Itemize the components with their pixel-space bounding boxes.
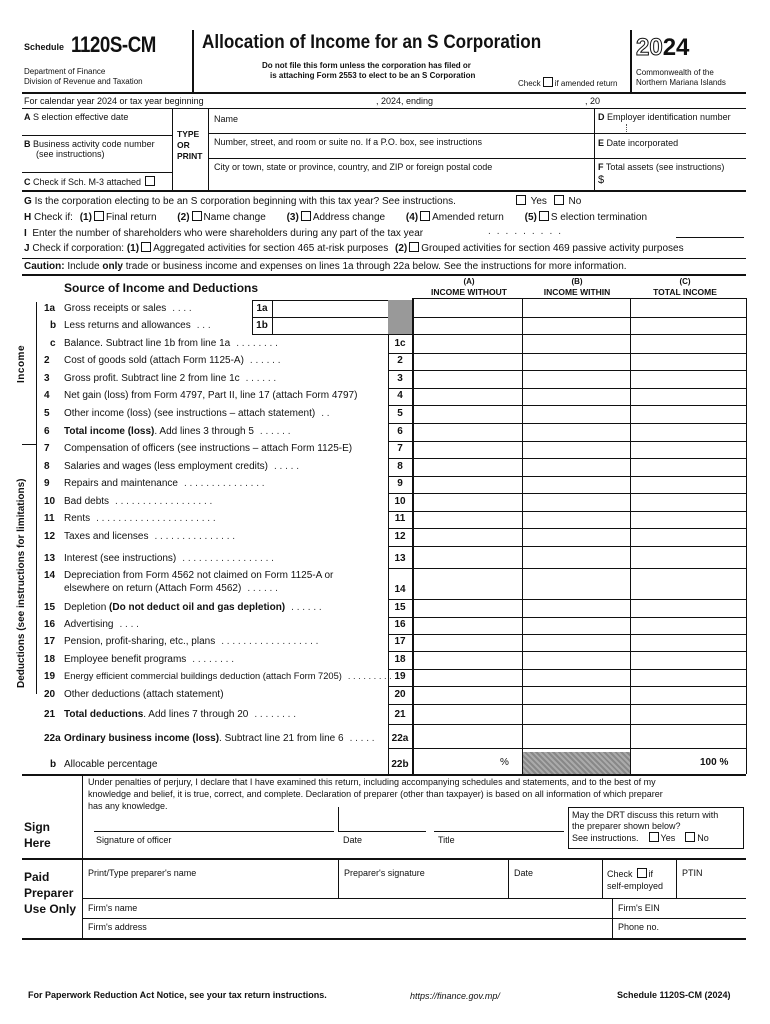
line-text: . Add lines 7 through 20 [143, 709, 249, 720]
line-15-col-c[interactable] [632, 600, 744, 616]
label-e: E Date incorporated [598, 138, 679, 148]
line-22a-col-c[interactable] [632, 725, 744, 747]
line-label: Total deductions. Add lines 7 through 20 . . . . . . . . [64, 709, 297, 720]
line-number: 17 [44, 636, 56, 647]
firm-address-field[interactable] [154, 920, 600, 936]
line-box-label: 1a [256, 303, 268, 314]
line-text-bold: Ordinary business income (loss) [64, 733, 220, 744]
line-19-col-c[interactable] [632, 670, 744, 685]
phone-label: Phone no. [618, 922, 660, 932]
line-22a-col-b[interactable] [524, 725, 628, 747]
dollar-sign: $ [598, 174, 605, 186]
drt-line-3: See instructions. Yes No [572, 833, 709, 843]
question-g-options: Yes No [514, 195, 581, 207]
self-employed-check: Check if [607, 869, 654, 879]
city-state-zip-field[interactable] [214, 173, 590, 187]
label-a: A S election effective date [24, 112, 129, 122]
perjury-line-1: Under penalties of perjury, I declare that I have examined this return, including accompanying schedules and statements, and to the best of my [88, 777, 656, 787]
line-14-col-a[interactable] [414, 569, 520, 598]
line-box-label: 22a [391, 733, 409, 744]
line-box-label: 15 [394, 602, 406, 613]
line-8-col-b[interactable] [524, 459, 628, 475]
drt-line-1: May the DRT discuss this return with [572, 810, 719, 820]
line-box-label: 8 [397, 461, 403, 472]
line-6-col-a[interactable] [414, 424, 520, 440]
line-1a-amount[interactable] [274, 302, 386, 316]
paid-label: Paid [24, 870, 50, 884]
line-10-col-b[interactable] [524, 494, 628, 510]
line-label: Ordinary business income (loss). Subtract line 21 from line 6 . . . . . [64, 733, 375, 744]
line-9-col-b[interactable] [524, 477, 628, 492]
ptin-field[interactable] [682, 880, 744, 896]
line-13-col-a[interactable] [414, 547, 520, 567]
line-4-col-a[interactable] [414, 389, 520, 404]
self-employed-label: self-employed [607, 881, 664, 891]
line-box-label: 11 [394, 513, 406, 524]
line-17-col-c[interactable] [632, 635, 744, 650]
line-label: Interest (see instructions) . . . . . . . . . . . . . . . . . [64, 553, 274, 564]
drt-yes-checkbox[interactable] [649, 832, 659, 842]
drt-line-2: the preparer shown below? [572, 821, 681, 831]
street-label: Number, street, and room or suite no. If a P.O. box, see instructions [214, 137, 482, 147]
line-text: Depletion [64, 602, 110, 613]
question-i: I Enter the number of shareholders who were shareholders during any part of the tax year [24, 228, 424, 239]
line-box-label: 21 [394, 709, 406, 720]
dept-line-2: Division of Revenue and Taxation [24, 77, 143, 86]
line-17-col-b[interactable] [524, 635, 628, 650]
line-14-col-c[interactable] [632, 569, 744, 598]
line-9-col-c[interactable] [632, 477, 744, 492]
line-number: 10 [44, 496, 56, 507]
line-18-col-a[interactable] [414, 652, 520, 668]
firm-address-label: Firm's address [88, 922, 147, 932]
label-c: C Check if Sch. M-3 attached [24, 176, 157, 187]
preparer-date-field[interactable] [514, 880, 600, 896]
line-21-col-a[interactable] [414, 705, 520, 723]
line-number: 22a [44, 733, 61, 744]
self-employed-checkbox[interactable] [637, 868, 647, 878]
line-label: Gross profit. Subtract line 2 from line 1c . . . . . . [64, 373, 277, 384]
calendar-year-label: For calendar year 2024 or tax year beginning [24, 96, 204, 106]
line-12-col-b[interactable] [524, 529, 628, 545]
line-20-col-b[interactable] [524, 687, 628, 703]
deductions-side-label: Deductions (see instructions for limitations) [16, 478, 27, 688]
line-text: Pension, profit-sharing, etc., plans [64, 636, 216, 647]
line-2-col-b[interactable] [524, 354, 628, 369]
line-text: Interest (see instructions) [64, 553, 177, 564]
col-c-header: TOTAL INCOME [653, 287, 717, 297]
address-change-checkbox[interactable] [301, 211, 311, 221]
line-text: Cost of goods sold (attach Form 1125-A) [64, 355, 244, 366]
city-label: City or town, state or province, country, and ZIP or foreign postal code [214, 162, 493, 172]
sign-label-1: Sign [24, 820, 50, 834]
amended-check-label: Check if amended return [518, 79, 618, 88]
line-box-label: 16 [394, 619, 406, 630]
total-assets-field[interactable] [608, 174, 744, 187]
corporation-name-field[interactable] [214, 124, 590, 132]
line-8-col-c[interactable] [632, 459, 744, 475]
line-3-col-b[interactable] [524, 371, 628, 387]
line-text: Balance. Subtract line 1b from line 1a [64, 338, 231, 349]
pct-sign-a: % [500, 757, 509, 768]
line-1c-col-b[interactable] [524, 336, 628, 352]
line-21-col-b[interactable] [524, 705, 628, 723]
line-text: Bad debts [64, 496, 110, 507]
caution-note: Caution: Include only trade or business income and expenses on lines 1a through 22a below. See the instructions for more information. [24, 261, 627, 272]
line-label [64, 689, 224, 700]
final-return-checkbox[interactable] [94, 211, 104, 221]
line-box-label: 5 [397, 408, 403, 419]
paperwork-notice: For Paperwork Reduction Act Notice, see your tax return instructions. [28, 990, 327, 1000]
line-label: Taxes and licenses . . . . . . . . . . . . . . . [64, 531, 236, 542]
g-yes-checkbox[interactable] [516, 195, 526, 205]
officer-date-field[interactable] [342, 812, 426, 830]
line-label: Gross receipts or sales . . . . [64, 303, 192, 314]
line-text: Other income (loss) (see instructions – attach statement) [64, 408, 316, 419]
label-b: B Business activity code number [24, 139, 155, 149]
aggregated-activities-checkbox[interactable] [141, 242, 151, 252]
line-text: Allocable percentage [64, 759, 158, 770]
line-text: Less returns and allowances [64, 320, 191, 331]
line-box-label: 1b [256, 320, 268, 331]
line-number: 3 [44, 373, 50, 384]
line-number: 8 [44, 461, 50, 472]
line-text-bold: (Do not deduct oil and gas depletion) [109, 602, 286, 613]
type-label: TYPE [177, 129, 200, 139]
label-d: D Employer identification number [598, 112, 731, 122]
tax-year: 2024 [636, 34, 690, 61]
firm-name-label: Firm's name [88, 903, 138, 913]
col-a-header: INCOME WITHOUT [430, 287, 508, 297]
gray-shade-22b [523, 752, 630, 774]
line-label: Employee benefit programs . . . . . . . . [64, 654, 234, 665]
line-text: Compensation of officers (see instructions – attach Form 1125-E) [64, 443, 353, 454]
officer-signature-label: Signature of officer [96, 835, 172, 845]
line-3-col-a[interactable] [414, 371, 520, 387]
line-number: 4 [44, 390, 50, 401]
line-label: Depletion (Do not deduct oil and gas depletion) . . . . . . [64, 602, 322, 613]
line-number: 21 [44, 709, 56, 720]
col-b-header: INCOME WITHIN [543, 287, 611, 297]
ending-label: , 2024, ending [376, 96, 434, 106]
g-no-checkbox[interactable] [554, 195, 564, 205]
ptin-label: PTIN [682, 868, 703, 878]
line-5-col-b[interactable] [524, 406, 628, 422]
line-18-col-c[interactable] [632, 652, 744, 668]
line-label [64, 570, 333, 581]
notice-line-2: is attaching Form 2553 to elect to be an S Corporation [270, 71, 476, 80]
line-label: Energy efficient commercial buildings deduction (attach Form 7205) . . . . . . . . . . [64, 671, 397, 681]
m3-attached-checkbox[interactable] [145, 176, 155, 186]
firm-ein-label: Firm's EIN [618, 903, 660, 913]
line-1c-col-c[interactable] [632, 336, 744, 352]
line-text: Taxes and licenses [64, 531, 149, 542]
firm-ein-field[interactable] [664, 901, 744, 916]
line-12-col-c[interactable] [632, 529, 744, 545]
line-5-col-a[interactable] [414, 406, 520, 422]
line-box-label: 1c [394, 338, 406, 349]
officer-title-field[interactable] [436, 812, 562, 830]
line-2-col-a[interactable] [414, 354, 520, 369]
line-8-col-a[interactable] [414, 459, 520, 475]
line-label: Balance. Subtract line 1b from line 1a . . . . . . . . [64, 338, 278, 349]
line-text: Depreciation from Form 4562 not claimed on Form 1125-A or [64, 570, 334, 581]
line-label [64, 390, 357, 401]
name-change-checkbox[interactable] [192, 211, 202, 221]
line-label: Repairs and maintenance . . . . . . . . . . . . . . . [64, 478, 265, 489]
business-code-field[interactable] [24, 161, 170, 171]
line-text: Advertising [64, 619, 114, 630]
line-box-label: 6 [397, 426, 403, 437]
perjury-line-2: knowledge and belief, it is true, correct, and complete. Declaration of preparer (other than taxpayer) is based on all information of which preparer [88, 789, 663, 799]
officer-date-label: Date [343, 835, 363, 845]
line-22a-col-a[interactable] [414, 725, 520, 747]
line-label [64, 759, 157, 770]
preparer-label: Preparer [24, 886, 74, 900]
line-11-col-b[interactable] [524, 512, 628, 527]
shareholder-count-field[interactable] [676, 226, 744, 238]
line-9-col-a[interactable] [414, 477, 520, 492]
label-f: F Total assets (see instructions) [598, 162, 725, 172]
line-text: Salaries and wages (less employment credits) [64, 461, 268, 472]
preparer-signature-field[interactable] [344, 880, 506, 896]
line-19-col-a[interactable] [414, 670, 520, 685]
line-text: Repairs and maintenance [64, 478, 178, 489]
line-text: . Subtract line 21 from line 6 [219, 733, 344, 744]
line-box-label: 14 [394, 584, 406, 595]
commonwealth-line-2: Northern Mariana Islands [636, 78, 726, 87]
line-13-col-b[interactable] [524, 547, 628, 567]
line-box-label: 19 [394, 671, 406, 682]
line-6-col-b[interactable] [524, 424, 628, 440]
line-label: Rents . . . . . . . . . . . . . . . . . . . . . . [64, 513, 216, 524]
line-label: Salaries and wages (less employment credits) . . . . . [64, 461, 299, 472]
line-12-col-a[interactable] [414, 529, 520, 545]
line-text: Energy efficient commercial buildings deduction (attach Form 7205) [64, 671, 342, 681]
line-number: b [50, 320, 57, 331]
question-i-dots: ......... [488, 226, 568, 237]
amended-return-checkbox[interactable] [543, 77, 553, 87]
line-18-col-b[interactable] [524, 652, 628, 668]
line-20-col-a[interactable] [414, 687, 520, 703]
line-7-col-c[interactable] [632, 442, 744, 457]
col-b-letter: (B) [571, 277, 583, 286]
line-text: Gross receipts or sales [64, 303, 167, 314]
line-label: Advertising . . . . [64, 619, 139, 630]
line-16-col-b[interactable] [524, 618, 628, 633]
line-box-label: 10 [394, 496, 406, 507]
line-11-col-c[interactable] [632, 512, 744, 527]
line-label: Cost of goods sold (attach Form 1125-A) . . . . . . [64, 355, 281, 366]
tax-year-end-field[interactable] [442, 95, 582, 107]
grouped-activities-checkbox[interactable] [409, 242, 419, 252]
line-number: 1a [44, 303, 56, 314]
line-number: 6 [44, 426, 50, 437]
gray-shade-1ab [388, 300, 412, 334]
line-4-col-b[interactable] [524, 389, 628, 404]
line-box-label: 9 [397, 478, 403, 489]
preparer-signature-label: Preparer's signature [344, 868, 425, 878]
line-15-col-a[interactable] [414, 600, 520, 616]
line-label: Bad debts . . . . . . . . . . . . . . . . . . [64, 496, 213, 507]
ein-field[interactable] [598, 122, 744, 132]
line-1b-amount[interactable] [274, 319, 386, 333]
question-h: H Check if: (1) Final return (2) Name change (3) Address change (4) Amended return (5) S election termination [24, 212, 648, 223]
line-2-col-c[interactable] [632, 354, 744, 369]
line-box-label: 3 [397, 373, 403, 384]
amended-return-h-checkbox[interactable] [420, 211, 430, 221]
line-box-label: 18 [394, 654, 406, 665]
line-number: 13 [44, 553, 56, 564]
commonwealth-line-1: Commonwealth of the [636, 68, 714, 77]
line-number: 9 [44, 478, 50, 489]
line-text: Rents [64, 513, 91, 524]
perjury-line-3: has any knowledge. [88, 801, 168, 811]
line-label: Less returns and allowances . . . [64, 320, 211, 331]
line-7-col-a[interactable] [414, 442, 520, 457]
line-box-label: 2 [397, 355, 403, 366]
date-incorporated-field[interactable] [598, 148, 744, 157]
print-label: PRINT [177, 151, 203, 161]
line-13-col-c[interactable] [632, 547, 744, 567]
line-21-col-c[interactable] [632, 705, 744, 723]
year-20-label: , 20 [585, 96, 601, 106]
line-number: 2 [44, 355, 50, 366]
line-text: Other deductions (attach statement) [64, 689, 224, 700]
tax-year-begin-field[interactable] [220, 95, 370, 107]
form-title: Allocation of Income for an S Corporation [202, 32, 542, 53]
line-box-label: 12 [394, 531, 406, 542]
line-text-bold: Total income (loss) [64, 426, 155, 437]
dept-line-1: Department of Finance [24, 67, 106, 76]
line-box-label: 20 [394, 689, 406, 700]
drt-no-checkbox[interactable] [685, 832, 695, 842]
line-label: Total income (loss). Add lines 3 through 5 . . . . . . [64, 426, 291, 437]
line-number: 11 [44, 513, 55, 524]
question-g: G Is the corporation electing to be an S corporation beginning with this tax year? See instructions. [24, 196, 456, 207]
pct-100: 100 % [700, 757, 729, 768]
line-box-label: 7 [397, 443, 403, 454]
notice-line-1: Do not file this form unless the corporation has filed or [262, 61, 471, 70]
line-label: Other income (loss) (see instructions – attach statement) . . [64, 408, 330, 419]
line-6-col-c[interactable] [632, 424, 744, 440]
line-number: 12 [44, 531, 56, 542]
name-label: Name [214, 114, 239, 124]
officer-signature-field[interactable] [96, 812, 334, 830]
sign-label-2: Here [24, 836, 51, 850]
question-j: J Check if corporation: (1) Aggregated activities for section 465 at-risk purposes (2) Grouped activities for section 469 passive activity purposes [24, 243, 684, 254]
col-a-letter: (A) [463, 277, 475, 286]
line-number: 15 [44, 602, 56, 613]
line-5-col-c[interactable] [632, 406, 744, 422]
source-heading: Source of Income and Deductions [64, 281, 259, 295]
line-text: Gross profit. Subtract line 2 from line 1c [64, 373, 240, 384]
use-only-label: Use Only [24, 902, 77, 916]
line-number: 20 [44, 689, 56, 700]
line-7-col-b[interactable] [524, 442, 628, 457]
line-number: 18 [44, 654, 56, 665]
print-name-label: Print/Type preparer's name [88, 868, 197, 878]
footer-form-ref: Schedule 1120S-CM (2024) [617, 990, 731, 1000]
line-number: 14 [44, 570, 56, 581]
s-election-date-field[interactable] [24, 124, 170, 134]
line-number: c [50, 338, 56, 349]
line-box-label: 4 [397, 390, 403, 401]
line-10-col-c[interactable] [632, 494, 744, 510]
line-3-col-c[interactable] [632, 371, 744, 387]
line-text: Employee benefit programs [64, 654, 187, 665]
line-text: . Add lines 3 through 5 [154, 426, 254, 437]
preparer-date-label: Date [514, 868, 534, 878]
line-number: 16 [44, 619, 56, 630]
line-box-label: 13 [394, 553, 406, 564]
line-4-col-c[interactable] [632, 389, 744, 404]
line-text: Net gain (loss) from Form 4797, Part II, line 17 (attach Form 4797) [64, 390, 358, 401]
line-17-col-a[interactable] [414, 635, 520, 650]
preparer-name-field[interactable] [88, 880, 336, 896]
firm-name-field[interactable] [146, 901, 600, 916]
line-19-col-b[interactable] [524, 670, 628, 685]
col-c-letter: (C) [679, 277, 691, 286]
line-1c-col-a[interactable] [414, 336, 520, 352]
line-box-label: 17 [394, 636, 406, 647]
schedule-word: Schedule [24, 42, 65, 52]
line-text-bold: Total deductions [64, 709, 144, 720]
line-16-col-c[interactable] [632, 618, 744, 633]
line-20-col-c[interactable] [632, 687, 744, 703]
line-16-col-a[interactable] [414, 618, 520, 633]
line-label-2: elsewhere on return (Attach Form 4562) . . . . . . [64, 583, 278, 594]
street-address-field[interactable] [214, 148, 590, 156]
line-number: 5 [44, 408, 50, 419]
line-number: 7 [44, 443, 50, 454]
phone-field[interactable] [668, 920, 744, 936]
income-side-label: Income [16, 344, 27, 383]
line-number: 19 [44, 671, 56, 682]
line-10-col-a[interactable] [414, 494, 520, 510]
label-b-sub: (see instructions) [36, 149, 105, 159]
line-text-2: elsewhere on return (Attach Form 4562) [64, 583, 242, 594]
line-label [64, 443, 352, 454]
line-14-col-b[interactable] [524, 569, 628, 598]
finance-url[interactable]: https://finance.gov.mp/ [410, 991, 500, 1001]
form-name: 1120S-CM [71, 32, 156, 57]
line-11-col-a[interactable] [414, 512, 520, 527]
line-15-col-b[interactable] [524, 600, 628, 616]
line-number: b [50, 759, 57, 770]
or-label: OR [177, 140, 190, 150]
line-label: Pension, profit-sharing, etc., plans . . . . . . . . . . . . . . . . . . [64, 636, 319, 647]
officer-title-label: Title [438, 835, 455, 845]
s-election-termination-checkbox[interactable] [539, 211, 549, 221]
line-box-label: 22b [391, 759, 409, 770]
